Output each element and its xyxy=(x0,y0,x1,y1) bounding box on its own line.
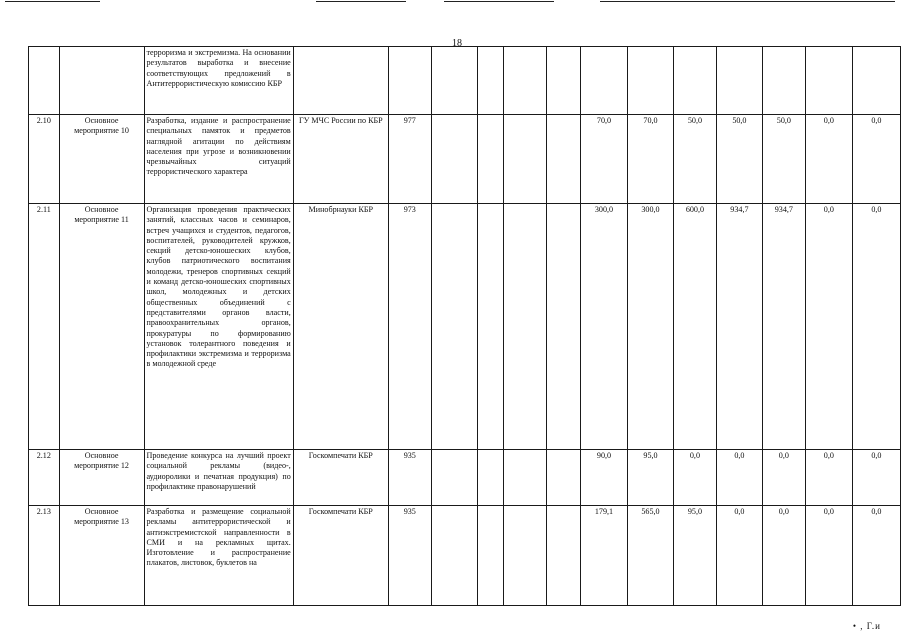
row-description: Разработка, издание и распространение специальных памяток и предметов наглядной агитации по действиям населения при угрозе и возникновении чрезвычайных ситуаций террористического характера xyxy=(144,115,293,204)
scan-corner-mark: • , Г.и xyxy=(852,621,881,631)
value-cell: 0,0 xyxy=(852,450,900,506)
value-cell: 50,0 xyxy=(716,115,762,204)
value-cell: 934,7 xyxy=(762,204,805,450)
value-cell: 0,0 xyxy=(762,450,805,506)
empty-cell xyxy=(504,47,547,115)
empty-cell xyxy=(547,204,581,450)
row-executor: Госкомпечати КБР xyxy=(293,450,388,506)
page-number: 18 xyxy=(452,38,462,49)
value-cell: 300,0 xyxy=(580,204,627,450)
table-row xyxy=(29,115,901,204)
empty-cell xyxy=(431,204,477,450)
empty-cell xyxy=(504,450,547,506)
program-table xyxy=(28,46,901,606)
value-cell: 50,0 xyxy=(673,115,716,204)
row-type: Основное мероприятие 11 xyxy=(59,204,144,450)
row-code: 935 xyxy=(388,506,431,606)
value-cell xyxy=(673,47,716,115)
value-cell xyxy=(580,47,627,115)
scan-border-line xyxy=(5,1,100,2)
empty-cell xyxy=(547,47,581,115)
row-code: 977 xyxy=(388,115,431,204)
row-code xyxy=(388,47,431,115)
value-cell: 179,1 xyxy=(580,506,627,606)
row-executor: Госкомпечати КБР xyxy=(293,506,388,606)
row-type: Основное мероприятие 12 xyxy=(59,450,144,506)
value-cell: 0,0 xyxy=(716,450,762,506)
row-number: 2.11 xyxy=(29,204,60,450)
table-row xyxy=(29,450,901,506)
empty-cell xyxy=(477,115,504,204)
empty-cell xyxy=(431,115,477,204)
row-type: Основное мероприятие 10 xyxy=(59,115,144,204)
row-description: Организация проведения практических занятий, классных часов и семинаров, встреч учащихся и студентов, педагогов, воспитателей, руководителей кружков, секций детско-юношеских клубов, клубов патриотического воспитания молодежи, тренеров спортивных секций и команд детско-юношеских спортивных школ, молодежных и детских общественных объединений с представителями органов власти, правоохранительных органов, прокуратуры по формированию установок толерантного поведения и профилактики экстремизма и терроризма в молодежной среде xyxy=(144,204,293,450)
empty-cell xyxy=(504,204,547,450)
value-cell: 50,0 xyxy=(762,115,805,204)
value-cell xyxy=(805,47,852,115)
value-cell xyxy=(762,47,805,115)
value-cell: 934,7 xyxy=(716,204,762,450)
value-cell: 90,0 xyxy=(580,450,627,506)
scan-border-line xyxy=(316,1,406,2)
value-cell: 0,0 xyxy=(852,204,900,450)
empty-cell xyxy=(547,115,581,204)
empty-cell xyxy=(477,506,504,606)
value-cell: 600,0 xyxy=(673,204,716,450)
table-row xyxy=(29,47,901,115)
scan-border-line xyxy=(600,1,895,2)
empty-cell xyxy=(431,506,477,606)
value-cell xyxy=(716,47,762,115)
row-description: Разработка и размещение социальной рекламы антитеррористической и антиэкстремистской направленности в СМИ и на рекламных щитах. Изготовление и распространение плакатов, листовок, буклетов на xyxy=(144,506,293,606)
row-number: 2.12 xyxy=(29,450,60,506)
value-cell: 95,0 xyxy=(627,450,673,506)
row-code: 973 xyxy=(388,204,431,450)
row-executor xyxy=(293,47,388,115)
row-type: Основное мероприятие 13 xyxy=(59,506,144,606)
row-description: терроризма и экстремизма. На основании результатов выработка и внесение соответствующих предложений в Антитеррористическую комиссию КБР xyxy=(144,47,293,115)
row-executor: Минобрнауки КБР xyxy=(293,204,388,450)
value-cell: 0,0 xyxy=(805,115,852,204)
empty-cell xyxy=(477,450,504,506)
table-row xyxy=(29,506,901,606)
value-cell: 0,0 xyxy=(716,506,762,606)
empty-cell xyxy=(504,115,547,204)
value-cell: 565,0 xyxy=(627,506,673,606)
value-cell: 70,0 xyxy=(627,115,673,204)
row-code: 935 xyxy=(388,450,431,506)
empty-cell xyxy=(431,47,477,115)
value-cell: 95,0 xyxy=(673,506,716,606)
row-number xyxy=(29,47,60,115)
value-cell: 0,0 xyxy=(852,115,900,204)
table-row xyxy=(29,204,901,450)
row-number: 2.10 xyxy=(29,115,60,204)
scan-border-line xyxy=(444,1,554,2)
value-cell xyxy=(627,47,673,115)
value-cell: 300,0 xyxy=(627,204,673,450)
value-cell: 70,0 xyxy=(580,115,627,204)
empty-cell xyxy=(431,450,477,506)
empty-cell xyxy=(547,506,581,606)
empty-cell xyxy=(504,506,547,606)
row-executor: ГУ МЧС России по КБР xyxy=(293,115,388,204)
value-cell xyxy=(852,47,900,115)
empty-cell xyxy=(477,204,504,450)
value-cell: 0,0 xyxy=(805,450,852,506)
empty-cell xyxy=(547,450,581,506)
row-number: 2.13 xyxy=(29,506,60,606)
row-type xyxy=(59,47,144,115)
empty-cell xyxy=(477,47,504,115)
value-cell: 0,0 xyxy=(805,506,852,606)
value-cell: 0,0 xyxy=(762,506,805,606)
value-cell: 0,0 xyxy=(673,450,716,506)
value-cell: 0,0 xyxy=(805,204,852,450)
row-description: Проведение конкурса на лучший проект социальной рекламы (видео-, аудиоролики и печатная продукция) по профилактике правонарушений xyxy=(144,450,293,506)
value-cell: 0,0 xyxy=(852,506,900,606)
